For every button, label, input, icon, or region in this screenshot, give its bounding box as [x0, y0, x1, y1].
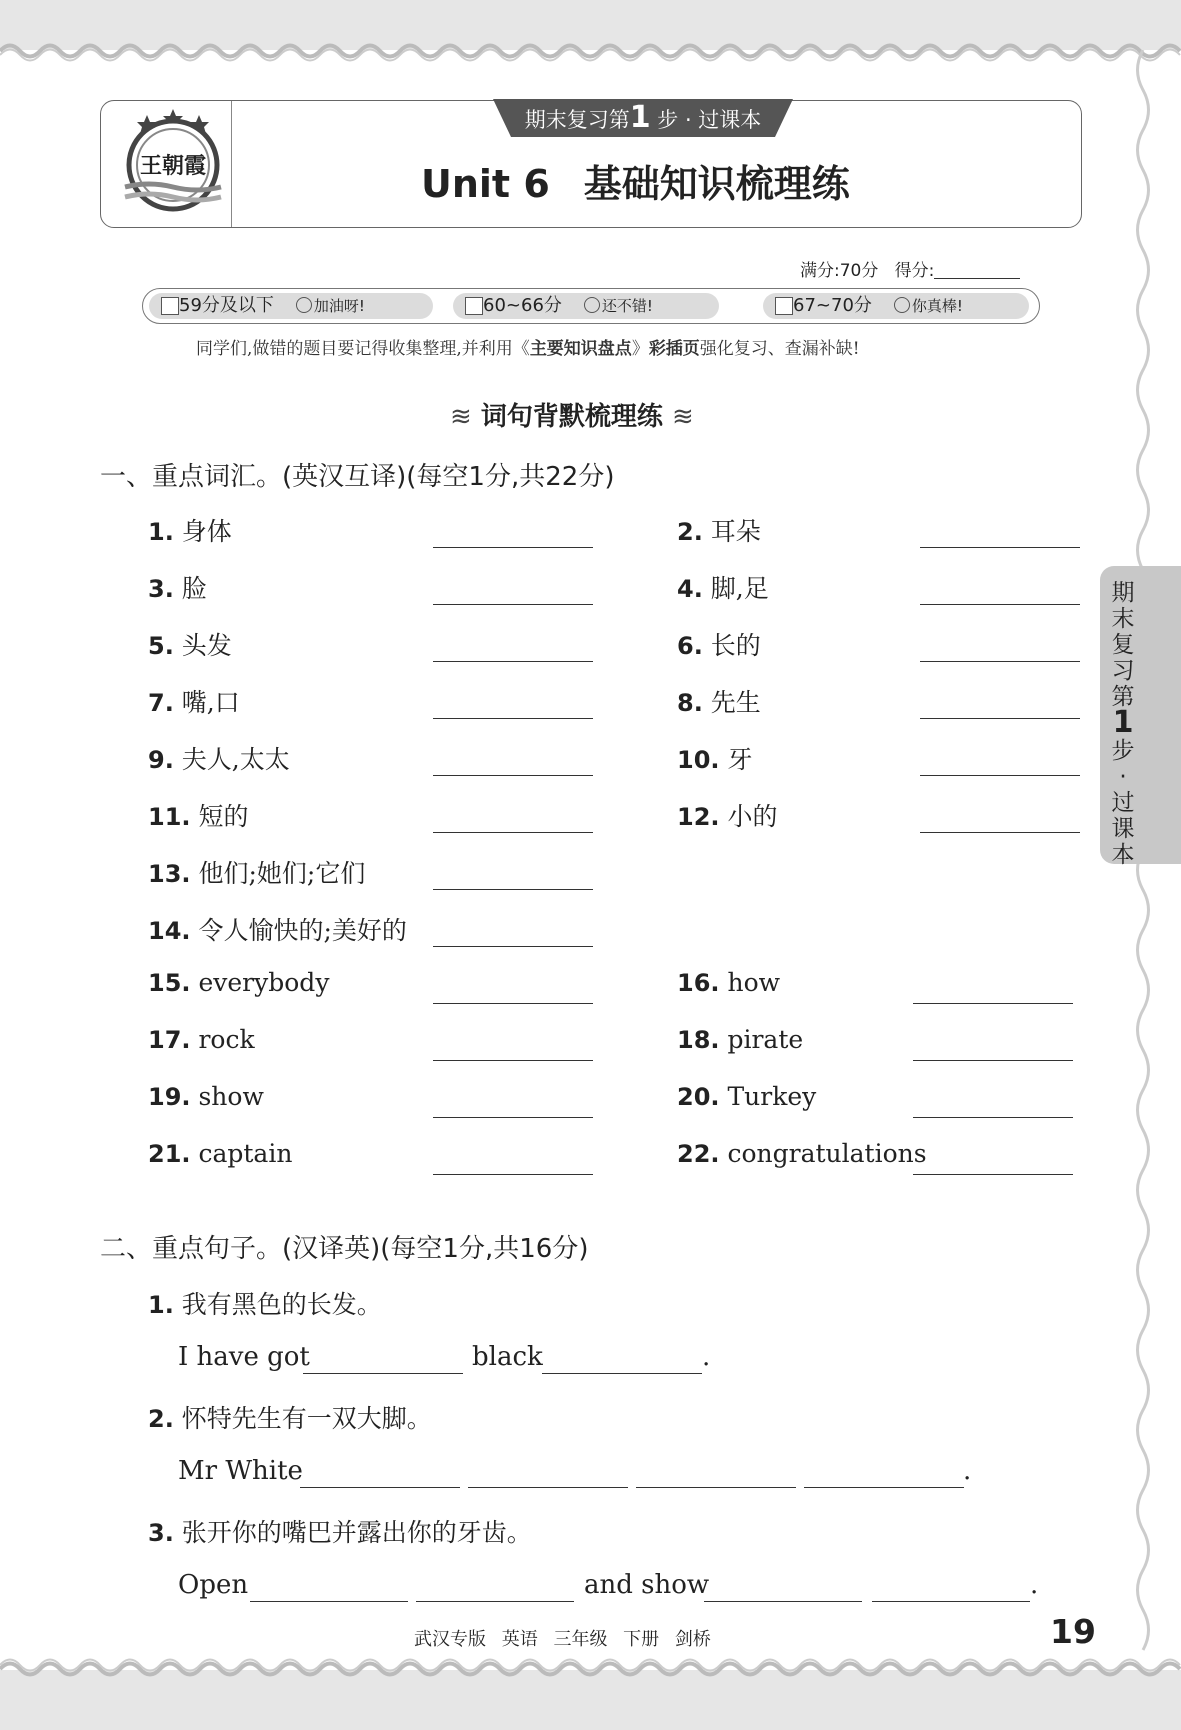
answer-blank[interactable] — [920, 661, 1080, 662]
part-2-title: 二、重点句子。(汉译英)(每空1分,共16分) — [100, 1234, 589, 1264]
sentence-1-chinese: 我有黑色的长发。 — [181, 1290, 382, 1319]
page-title — [421, 153, 850, 208]
vocab-number: 18. — [677, 1026, 720, 1054]
sentence-3-text-b: and show — [584, 1570, 710, 1600]
answer-blank[interactable] — [920, 718, 1080, 719]
sentence-1-answer — [178, 1342, 310, 1372]
answer-blank[interactable] — [433, 547, 593, 548]
vocab-item-18 — [677, 1025, 803, 1054]
wave-icon: ≋ — [671, 402, 694, 432]
vocab-item-6 — [677, 626, 761, 662]
vocab-number: 4. — [677, 575, 703, 603]
side-tab-step: 1 — [1112, 705, 1134, 740]
banner-prefix: 期末复习第 — [524, 108, 630, 132]
score-blank[interactable] — [934, 262, 1020, 279]
answer-blank[interactable] — [920, 832, 1080, 833]
vocab-item-20 — [677, 1082, 816, 1111]
vocab-word: show — [198, 1082, 264, 1111]
answer-blank[interactable] — [433, 889, 593, 890]
full-score: 满分:70分 — [800, 261, 879, 281]
vocab-word: rock — [198, 1025, 255, 1054]
vocab-item-7 — [148, 683, 240, 719]
vocab-item-19 — [148, 1082, 264, 1111]
vocab-item-16 — [677, 968, 780, 997]
level-2-message: 还不错! — [601, 297, 653, 315]
answer-blank[interactable] — [433, 946, 593, 947]
note-pre: 同学们,做错的题目要记得收集整理,并利用《 — [196, 339, 530, 359]
logo-separator — [231, 101, 232, 227]
answer-blank[interactable] — [804, 1487, 964, 1488]
vocab-item-1 — [148, 512, 232, 548]
level-1-range: 59分及以下 — [179, 295, 274, 316]
sentence-2-text-a: Mr White — [178, 1456, 303, 1486]
vocab-item-4 — [677, 569, 769, 605]
sentence-1-text-b: black — [472, 1342, 543, 1372]
vocab-item-12 — [677, 797, 777, 833]
vocab-word: 脚,足 — [710, 574, 769, 603]
sentence-3-chinese: 张开你的嘴巴并露出你的牙齿。 — [181, 1518, 532, 1547]
answer-blank[interactable] — [913, 1003, 1073, 1004]
vocab-item-10 — [677, 740, 752, 776]
vocab-word: captain — [198, 1139, 293, 1168]
smiley-icon — [584, 297, 600, 313]
answer-blank[interactable] — [416, 1601, 574, 1602]
answer-blank[interactable] — [433, 661, 593, 662]
sentence-1-prompt — [148, 1285, 382, 1321]
vocab-item-21 — [148, 1139, 292, 1168]
answer-blank[interactable] — [920, 775, 1080, 776]
vocab-number: 9. — [148, 746, 174, 774]
vocab-word: 嘴,口 — [181, 688, 240, 717]
vocab-word: 夫人,太太 — [181, 745, 290, 774]
answer-blank[interactable] — [433, 1117, 593, 1118]
level-1-checkbox[interactable] — [161, 297, 179, 315]
vocab-item-9 — [148, 740, 290, 776]
answer-blank[interactable] — [433, 1174, 593, 1175]
brand-logo-seal — [119, 109, 227, 217]
side-tab-label — [1110, 580, 1136, 868]
level-3 — [763, 293, 1029, 319]
header-box — [100, 100, 1082, 228]
answer-blank[interactable] — [433, 718, 593, 719]
vocab-number: 10. — [677, 746, 720, 774]
vocab-word: everybody — [198, 968, 330, 997]
sentence-3-period: . — [1030, 1570, 1039, 1600]
vocab-number: 8. — [677, 689, 703, 717]
score-line — [800, 256, 1020, 281]
vocab-word: 长的 — [710, 631, 761, 660]
answer-blank[interactable] — [704, 1601, 862, 1602]
wave-icon: ≋ — [450, 402, 472, 432]
level-3-range: 67~70分 — [793, 295, 872, 316]
sentence-2-prompt — [148, 1399, 432, 1435]
sentence-2-period: . — [963, 1456, 972, 1486]
level-2-range: 60~66分 — [483, 295, 562, 316]
answer-blank[interactable] — [920, 547, 1080, 548]
answer-blank[interactable] — [433, 604, 593, 605]
smiley-icon — [894, 297, 910, 313]
answer-blank[interactable] — [433, 1060, 593, 1061]
vocab-word: 他们;她们;它们 — [198, 859, 366, 888]
vocab-word: 令人愉快的;美好的 — [198, 916, 407, 945]
note-bold-2: 彩插页 — [648, 339, 700, 359]
side-tab-suffix: 步·过课本 — [1111, 738, 1135, 868]
unit-label: Unit 6 — [421, 162, 550, 206]
sentence-2-number: 2. — [148, 1405, 174, 1433]
sentence-1-text-a: I have got — [178, 1342, 310, 1372]
vocab-item-8 — [677, 683, 761, 719]
answer-blank[interactable] — [913, 1174, 1073, 1175]
vocab-item-15 — [148, 968, 329, 997]
answer-blank[interactable] — [636, 1487, 796, 1488]
vocab-word: congratulations — [727, 1139, 927, 1168]
vocab-number: 14. — [148, 917, 191, 945]
vocab-number: 16. — [677, 969, 720, 997]
vocab-number: 2. — [677, 518, 703, 546]
score-label: 得分: — [894, 261, 935, 281]
vocab-item-22 — [677, 1139, 927, 1168]
answer-blank[interactable] — [920, 604, 1080, 605]
footer-edition: 武汉专版 英语 三年级 下册 剑桥 — [414, 1629, 711, 1650]
banner-suffix: 步 · 过课本 — [657, 108, 762, 132]
answer-blank[interactable] — [468, 1487, 628, 1488]
top-wave-border — [0, 40, 1181, 62]
study-note — [196, 334, 860, 359]
section-title — [450, 396, 694, 433]
vocab-item-5 — [148, 626, 232, 662]
vocab-word: 头发 — [181, 631, 232, 660]
banner-label — [493, 99, 793, 137]
svg-text:王朝霞: 王朝霞 — [139, 153, 207, 179]
title-label: 基础知识梳理练 — [583, 162, 850, 206]
answer-blank[interactable] — [433, 832, 593, 833]
vocab-word: 身体 — [181, 517, 232, 546]
vocab-number: 17. — [148, 1026, 191, 1054]
part-1-title: 一、重点词汇。(英汉互译)(每空1分,共22分) — [100, 462, 615, 492]
vocab-word: Turkey — [727, 1082, 817, 1111]
vocab-number: 1. — [148, 518, 174, 546]
sentence-3-number: 3. — [148, 1519, 174, 1547]
answer-blank[interactable] — [913, 1117, 1073, 1118]
vocab-item-3 — [148, 569, 207, 605]
vocab-word: 短的 — [198, 802, 249, 831]
answer-blank[interactable] — [303, 1373, 463, 1374]
vocab-word: 脸 — [181, 574, 207, 603]
sentence-1-period: . — [702, 1342, 711, 1372]
vocab-number: 3. — [148, 575, 174, 603]
vocab-number: 19. — [148, 1083, 191, 1111]
vocab-number: 21. — [148, 1140, 191, 1168]
vocab-word: 小的 — [727, 802, 778, 831]
vocab-word: 先生 — [710, 688, 761, 717]
level-2-checkbox[interactable] — [465, 297, 483, 315]
level-2 — [453, 293, 719, 319]
level-1 — [149, 293, 433, 319]
vocab-number: 7. — [148, 689, 174, 717]
level-3-message: 你真棒! — [911, 297, 963, 315]
sentence-2-chinese: 怀特先生有一双大脚。 — [181, 1404, 432, 1433]
vocab-number: 13. — [148, 860, 191, 888]
answer-blank[interactable] — [913, 1060, 1073, 1061]
vocab-item-13 — [148, 854, 365, 890]
vocab-item-11 — [148, 797, 248, 833]
level-1-message: 加油呀! — [313, 297, 365, 315]
level-3-checkbox[interactable] — [775, 297, 793, 315]
vocab-item-14 — [148, 911, 407, 947]
smiley-icon — [296, 297, 312, 313]
vocab-number: 15. — [148, 969, 191, 997]
sentence-3-text-a: Open — [178, 1570, 249, 1600]
vocab-item-17 — [148, 1025, 255, 1054]
vocab-word: 耳朵 — [710, 517, 761, 546]
vocab-word: pirate — [727, 1025, 804, 1054]
sentence-1-number: 1. — [148, 1291, 174, 1319]
bottom-wave-border — [0, 1658, 1181, 1680]
vocab-number: 12. — [677, 803, 720, 831]
note-post: 强化复习、查漏补缺! — [699, 339, 860, 359]
answer-blank[interactable] — [300, 1487, 460, 1488]
section-title-text: 词句背默梳理练 — [480, 402, 663, 432]
vocab-number: 11. — [148, 803, 191, 831]
vocab-word: 牙 — [727, 745, 753, 774]
score-levels-bar — [142, 288, 1040, 324]
vocab-number: 5. — [148, 632, 174, 660]
answer-blank[interactable] — [872, 1601, 1030, 1602]
vocab-word: how — [727, 968, 781, 997]
side-tab-prefix: 期末复习第 — [1111, 580, 1135, 710]
banner-step: 1 — [629, 100, 651, 135]
answer-blank[interactable] — [250, 1601, 408, 1602]
answer-blank[interactable] — [433, 775, 593, 776]
page-number: 19 — [1050, 1612, 1096, 1651]
note-mid: 》 — [631, 339, 649, 359]
vocab-number: 6. — [677, 632, 703, 660]
sentence-3-prompt — [148, 1513, 532, 1549]
answer-blank[interactable] — [542, 1373, 702, 1374]
note-bold-1: 主要知识盘点 — [529, 339, 632, 359]
answer-blank[interactable] — [433, 1003, 593, 1004]
vocab-number: 22. — [677, 1140, 720, 1168]
vocab-item-2 — [677, 512, 761, 548]
vocab-number: 20. — [677, 1083, 720, 1111]
